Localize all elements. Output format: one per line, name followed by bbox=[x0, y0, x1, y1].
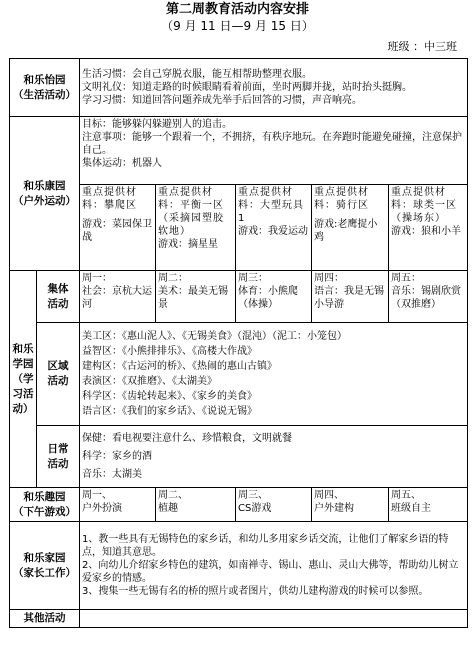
area-line: 语言区：《我们的家乡话》、《说说无锡》 bbox=[82, 406, 257, 417]
play-day-label: 周五、 bbox=[391, 490, 421, 501]
area-game: 游戏：摘星星 bbox=[158, 239, 218, 250]
study-group-row bbox=[10, 271, 468, 323]
area-material: 重点提供材料：骑行区 bbox=[314, 187, 369, 211]
daily-header-line1: 日常 bbox=[47, 442, 69, 455]
play-day-label: 周一、 bbox=[82, 490, 112, 501]
group-day-label: 周五： bbox=[391, 273, 421, 284]
schedule-table bbox=[9, 58, 468, 628]
life-line: 生活习惯：会自己穿脱衣服，能互相帮助整理衣服。 bbox=[82, 69, 312, 80]
play-day-label: 周四、 bbox=[314, 490, 344, 501]
life-row bbox=[10, 59, 468, 117]
area-material: 重点提供材料：平衡一区（采摘园塑胶软地） bbox=[158, 187, 224, 237]
study-area-row bbox=[10, 323, 468, 426]
play-day-label: 周三、 bbox=[238, 490, 268, 501]
area-header-line1: 区域 bbox=[47, 360, 69, 372]
group-day-label: 周二： bbox=[158, 273, 188, 284]
play-row bbox=[10, 488, 468, 522]
play-day bbox=[156, 488, 236, 522]
life-content bbox=[80, 59, 468, 117]
group-day-content: 社会：京杭大运河 bbox=[82, 286, 152, 310]
outdoor-area bbox=[389, 185, 468, 271]
group-day-content: 语言：我是无锡小导游 bbox=[314, 286, 384, 310]
group-header bbox=[37, 271, 80, 323]
life-header-line1: 和乐怡园 bbox=[23, 73, 66, 86]
daily-line: 保健：看电视要注意什么、珍惜粮食，文明就餐 bbox=[82, 432, 292, 444]
play-day bbox=[236, 488, 312, 522]
area-game: 游戏：狼和小羊 bbox=[391, 226, 461, 237]
family-header-line2: （家长工作） bbox=[13, 566, 76, 579]
group-day bbox=[389, 271, 468, 323]
play-day-content: CS游戏 bbox=[238, 503, 272, 514]
family-row bbox=[10, 522, 468, 610]
area-line: 益智区：《小熊排排乐》、《高楼大作战》 bbox=[82, 346, 257, 357]
group-day-content: 体育：小熊爬（体操） bbox=[238, 286, 298, 310]
outdoor-area bbox=[156, 185, 236, 271]
group-day-label: 周一： bbox=[82, 273, 112, 284]
play-header-line1: 和乐趣园 bbox=[23, 490, 66, 503]
group-day-label: 周四： bbox=[314, 273, 344, 284]
group-day bbox=[236, 271, 312, 323]
group-header-line1: 集体 bbox=[47, 282, 69, 295]
play-day-content: 植趣 bbox=[158, 503, 178, 514]
area-material: 重点提供材料：攀爬区 bbox=[82, 187, 137, 211]
group-day bbox=[156, 271, 236, 323]
play-day bbox=[389, 488, 468, 522]
outdoor-row bbox=[10, 117, 468, 185]
group-day-content: 美术：最美无锡景 bbox=[158, 286, 228, 310]
area-header-line2: 活动 bbox=[47, 375, 69, 387]
group-day-label: 周三： bbox=[238, 273, 268, 284]
area-line: 美工区：《惠山泥人》、《无锡美食》（混沌）（泥工：小笼包） bbox=[82, 331, 347, 342]
area-game: 游戏:老鹰捉小鸡 bbox=[314, 219, 378, 243]
play-day-content: 户外建构 bbox=[314, 503, 354, 514]
outdoor-area bbox=[80, 185, 156, 271]
area-line: 建构区：《古运河的桥》、《热闹的惠山古镇》 bbox=[82, 361, 277, 372]
class-label: 班级 ：中三班 bbox=[387, 40, 457, 53]
area-material: 重点提供材料：球类一区（操场东） bbox=[391, 187, 457, 224]
play-day bbox=[312, 488, 389, 522]
area-line: 科学区：《齿轮转起来》、《家乡的美食》 bbox=[82, 391, 257, 402]
daily-header-line2: 活动 bbox=[47, 457, 69, 470]
outdoor-header-line1: 和乐康园 bbox=[23, 179, 66, 192]
life-header bbox=[10, 59, 80, 117]
area-game: 游戏：菜园保卫战 bbox=[82, 219, 152, 243]
group-header-line2: 活动 bbox=[47, 297, 69, 310]
family-header-line1: 和乐家园 bbox=[23, 551, 66, 564]
other-row bbox=[10, 610, 468, 628]
family-line: 1、教一些具有无锡特色的家乡话，和幼儿多用家乡话交流，让他们了解家乡语的特点，知道其意思。 bbox=[82, 534, 449, 558]
daily-content bbox=[80, 426, 468, 488]
outdoor-group-sport: 集体运动：机器人 bbox=[82, 158, 162, 169]
outdoor-header bbox=[10, 117, 80, 271]
daily-header bbox=[37, 426, 80, 488]
study-daily-row bbox=[10, 426, 468, 488]
family-line: 3、搜集一些无锡有名的桥的照片或者图片，供幼儿建构游戏的时候可以参照。 bbox=[82, 586, 429, 597]
other-content bbox=[80, 610, 468, 628]
study-header: 和乐学园（学习活动） bbox=[10, 271, 37, 488]
outdoor-area bbox=[236, 185, 312, 271]
page-title: 第二周教育活动内容安排 bbox=[165, 2, 309, 17]
play-day-label: 周二、 bbox=[158, 490, 188, 501]
life-line: 学习习惯：知道回答问题养成先举手后回答的习惯，声音响亮。 bbox=[82, 95, 362, 106]
area-line: 表演区：《双推磨》、《太湖美》 bbox=[82, 376, 217, 387]
area-game: 游戏：我爱运动 bbox=[238, 226, 308, 237]
life-line: 文明礼仪：知道走路的时候眼睛看着前面，坐时两脚并拢，站时抬头挺胸。 bbox=[82, 82, 412, 93]
other-header: 其他活动 bbox=[10, 610, 80, 628]
outdoor-notes: 注意事项：能够一个跟着一个，不拥挤，有秩序地玩。在奔跑时能避免碰撞，注意保护自己。 bbox=[82, 132, 462, 156]
outdoor-content bbox=[80, 117, 468, 185]
daily-line: 音乐：太湖美 bbox=[82, 468, 142, 480]
play-header-line2: （下午游戏） bbox=[13, 505, 76, 518]
area-material: 重点提供材料：大型玩具1 bbox=[238, 187, 304, 224]
daily-line: 科学：家乡的酒 bbox=[82, 450, 152, 462]
group-day bbox=[80, 271, 156, 323]
play-header bbox=[10, 488, 80, 522]
area-content bbox=[80, 323, 468, 426]
date-range: （9 月 11 日—9 月 15 日） bbox=[161, 19, 314, 33]
area-header bbox=[37, 323, 80, 426]
play-day bbox=[80, 488, 156, 522]
family-line: 2、向幼儿介绍家乡特色的建筑，如南禅寺、锡山、惠山、灵山大佛等，帮助幼儿树立爱家乡的情感。 bbox=[82, 560, 459, 584]
group-day-content: 音乐：锡剧欣赏（双推磨） bbox=[391, 286, 461, 310]
play-day-content: 班级自主 bbox=[391, 503, 431, 514]
family-header bbox=[10, 522, 80, 610]
play-day-content: 户外扮演 bbox=[82, 503, 122, 514]
outdoor-area bbox=[312, 185, 389, 271]
group-day bbox=[312, 271, 389, 323]
family-content bbox=[80, 522, 468, 610]
outdoor-goal: 目标：能够躲闪躲避别人的追击。 bbox=[82, 119, 232, 130]
life-header-line2: （生活活动） bbox=[13, 88, 76, 101]
outdoor-header-line2: （户外运动） bbox=[13, 194, 76, 207]
